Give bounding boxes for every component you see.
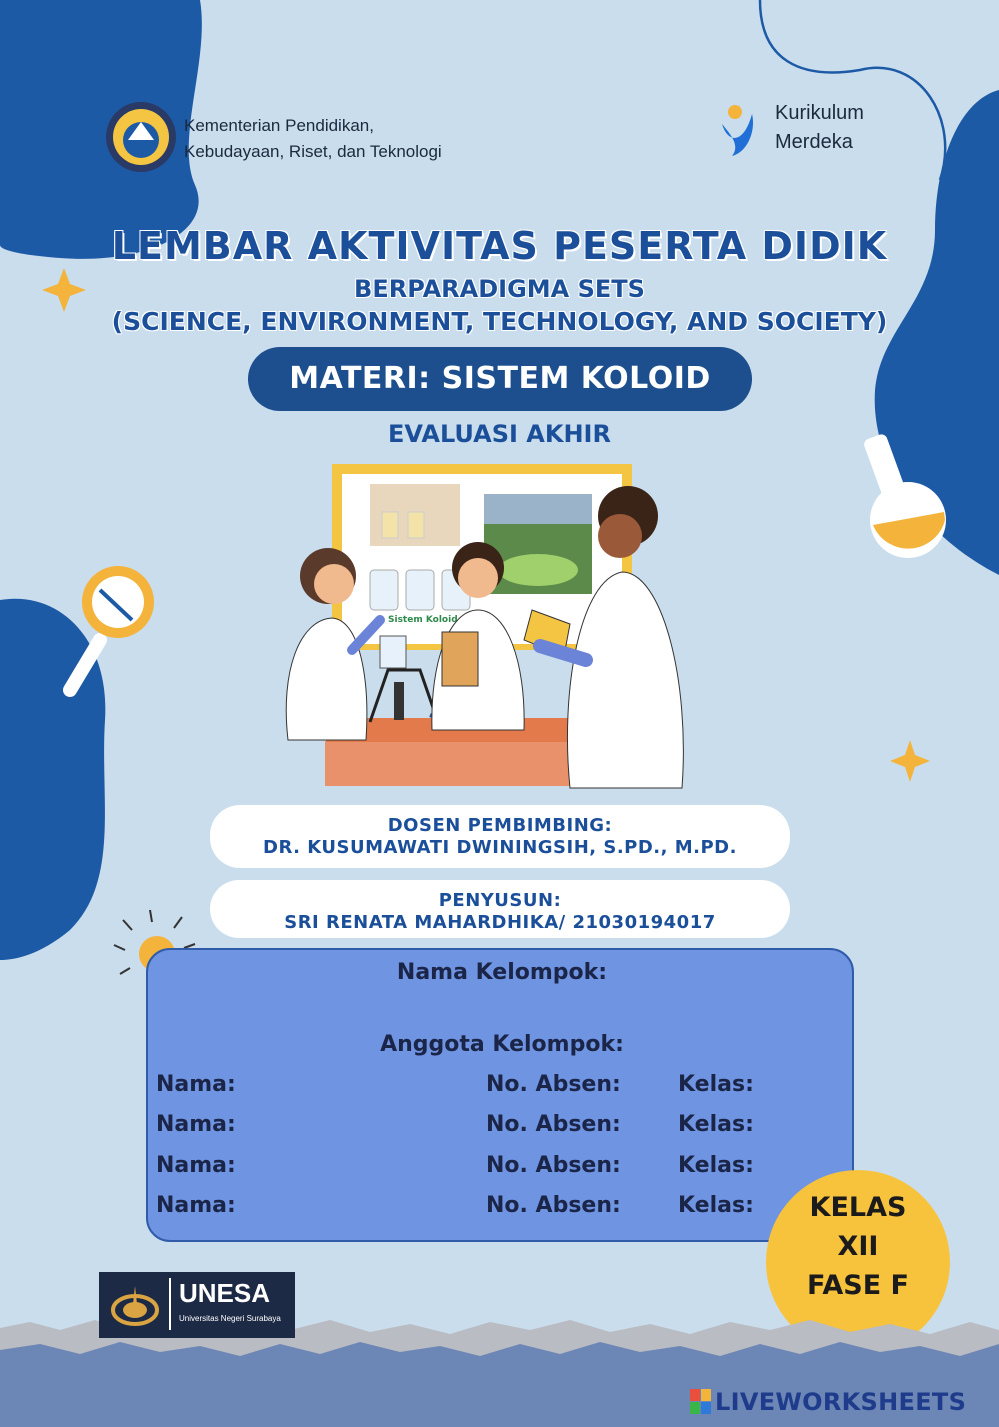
dosen-name: DR. KUSUMAWATI DWININGSIH, S.PD., M.PD.: [263, 837, 737, 858]
penyusun-name: SRI RENATA MAHARDHIKA/ 21030194017: [284, 912, 716, 933]
kelas-line1: KELAS: [809, 1192, 907, 1223]
materi-banner: MATERI: SISTEM KOLOID: [248, 347, 752, 411]
liveworksheets-brand[interactable]: [690, 1386, 966, 1418]
member-absen-label: No. Absen:: [486, 1072, 621, 1097]
member-kelas-label: Kelas:: [678, 1072, 754, 1097]
member-kelas-label: Kelas:: [678, 1193, 754, 1218]
unesa-emblem-icon: [107, 1280, 163, 1330]
kurikulum-text: [775, 99, 864, 157]
member-absen-label: No. Absen:: [486, 1153, 621, 1178]
kurikulum-line1: Kurikulum: [775, 102, 864, 124]
member-name-label: Nama:: [156, 1072, 236, 1097]
lab-illustration: [270, 460, 710, 790]
kurikulum-merdeka-logo: [718, 100, 762, 158]
kelas-line3: FASE F: [807, 1270, 909, 1301]
unesa-name: UNESA: [179, 1278, 271, 1308]
nama-kelompok-label: Nama Kelompok:: [396, 960, 608, 985]
evaluasi-heading: EVALUASI AKHIR: [388, 420, 611, 448]
member-kelas-label: Kelas:: [678, 1153, 754, 1178]
liveworksheets-text: LIVEWORKSHEETS: [715, 1388, 967, 1416]
subtitle-sets: (SCIENCE, ENVIRONMENT, TECHNOLOGY, AND SOCIETY): [111, 307, 888, 336]
kurikulum-line2: Merdeka: [775, 131, 853, 153]
ministry-name: [184, 113, 442, 165]
kelas-line2: XII: [837, 1231, 879, 1262]
member-absen-label: No. Absen:: [486, 1112, 621, 1137]
page-title: LEMBAR AKTIVITAS PESERTA DIDIK: [111, 224, 888, 268]
liveworksheets-logo-icon: [690, 1389, 712, 1415]
unesa-full-name: Universitas Negeri Surabaya: [179, 1314, 281, 1323]
penyusun-label: PENYUSUN:: [438, 890, 562, 911]
member-absen-label: No. Absen:: [486, 1193, 621, 1218]
subtitle-paradigm: BERPARADIGMA SETS: [354, 275, 645, 303]
member-name-label: Nama:: [156, 1193, 236, 1218]
member-kelas-label: Kelas:: [678, 1112, 754, 1137]
kemendikbud-logo: [104, 100, 178, 174]
ministry-line2: Kebudayaan, Riset, dan Teknologi: [184, 142, 442, 161]
board-label: Sistem Koloid: [388, 615, 458, 625]
unesa-logo: [99, 1272, 295, 1338]
member-name-label: Nama:: [156, 1112, 236, 1137]
penyusun-pill: [210, 880, 790, 938]
anggota-kelompok-label: Anggota Kelompok:: [380, 1032, 624, 1057]
member-name-label: Nama:: [156, 1153, 236, 1178]
magnifier-icon: [70, 566, 154, 690]
group-info-box: [146, 948, 854, 1242]
dosen-pill: [210, 805, 790, 868]
ministry-line1: Kementerian Pendidikan,: [184, 116, 374, 135]
dosen-label: DOSEN PEMBIMBING:: [387, 815, 613, 836]
